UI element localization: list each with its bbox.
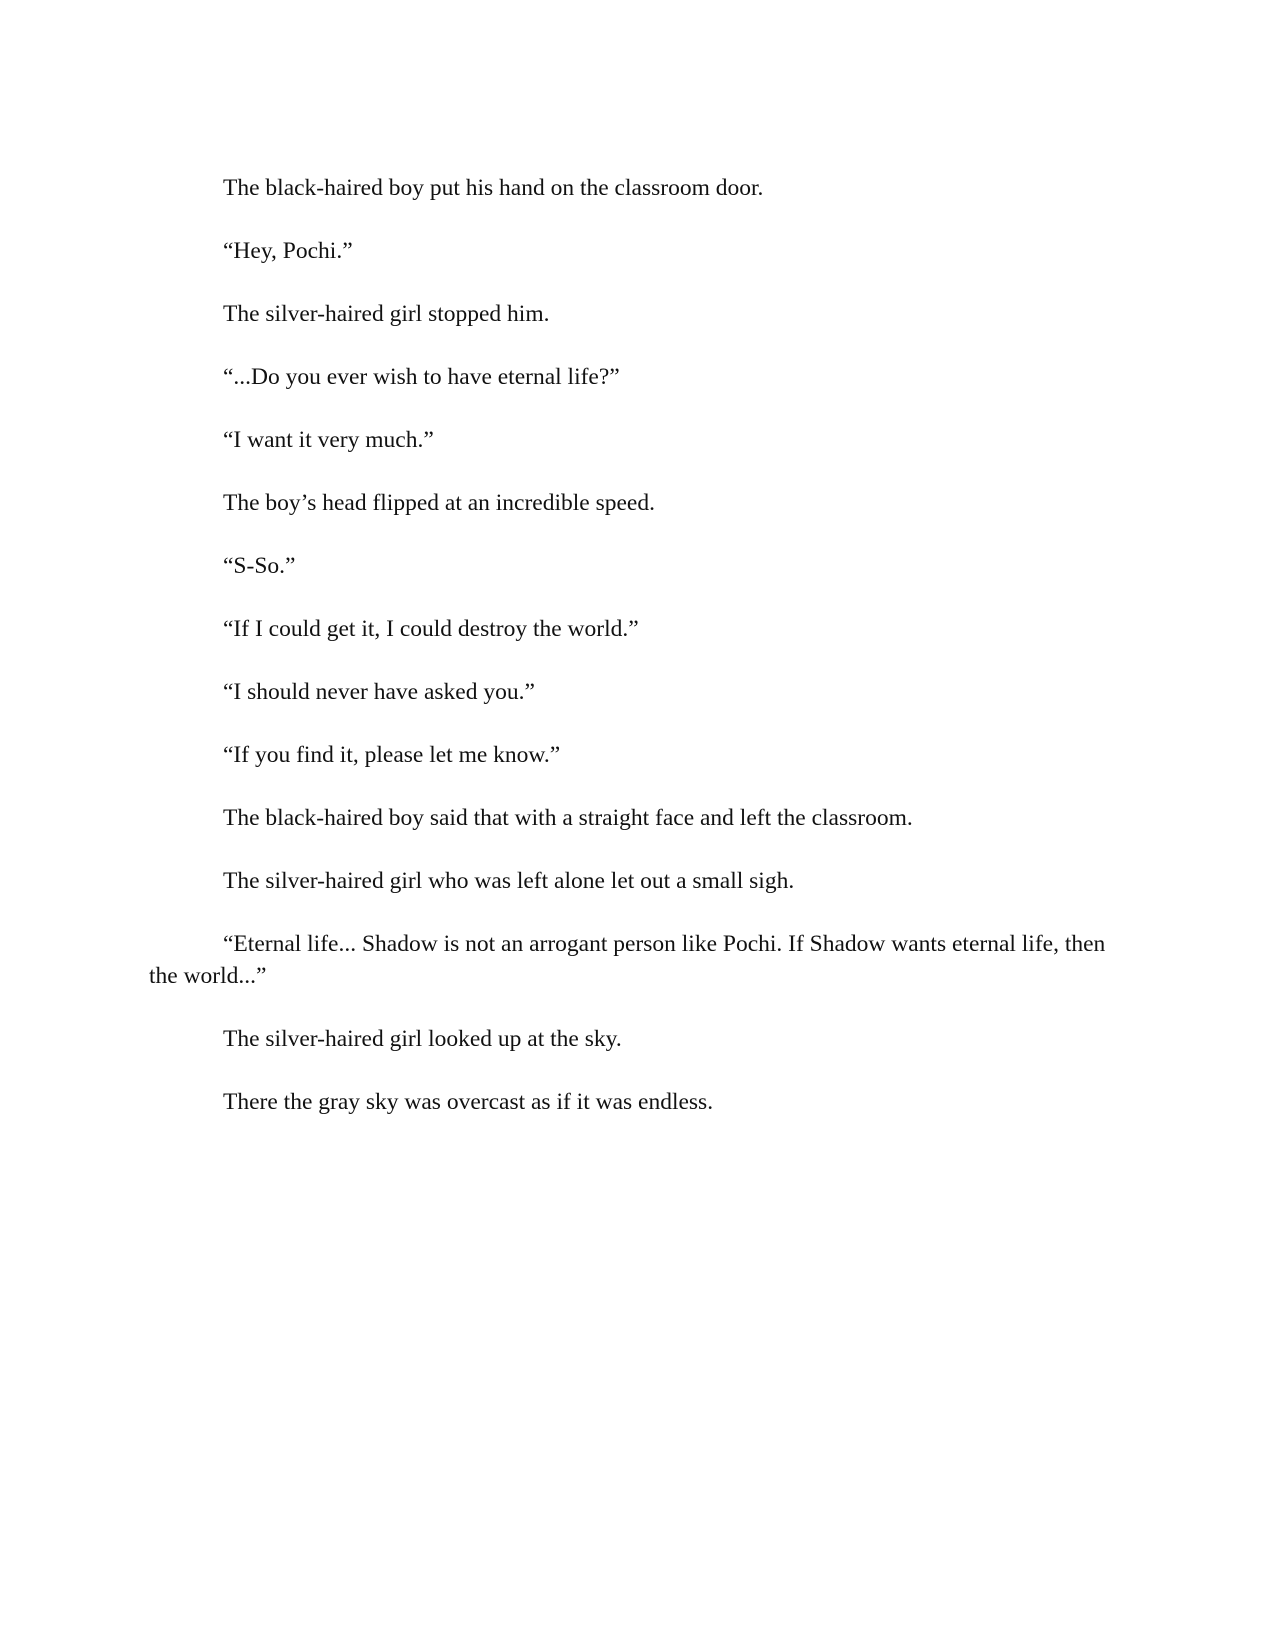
paragraph: “Hey, Pochi.” xyxy=(223,238,353,264)
paragraph: “...Do you ever wish to have eternal life?” xyxy=(223,364,620,390)
paragraph: “I want it very much.” xyxy=(223,427,434,453)
paragraph: The boy’s head flipped at an incredible speed. xyxy=(223,490,655,516)
paragraph: There the gray sky was overcast as if it was endless. xyxy=(223,1089,714,1115)
paragraph: “If I could get it, I could destroy the world.” xyxy=(223,616,639,642)
paragraph: The silver-haired girl who was left alone let out a small sigh. xyxy=(223,868,795,894)
body-text xyxy=(149,172,1115,1149)
paragraph: The silver-haired girl looked up at the sky. xyxy=(223,1026,622,1052)
paragraph: “Eternal life... Shadow is not an arrogant person like Pochi. If Shadow wants eternal life, then the world...” xyxy=(149,931,1106,989)
paragraph: The black-haired boy put his hand on the classroom door. xyxy=(223,175,764,201)
paragraph: “S-So.” xyxy=(223,553,296,579)
paragraph: “I should never have asked you.” xyxy=(223,679,535,705)
paragraph: The silver-haired girl stopped him. xyxy=(223,301,550,327)
paragraph: The black-haired boy said that with a straight face and left the classroom. xyxy=(223,805,913,831)
paragraph: “If you find it, please let me know.” xyxy=(223,742,561,768)
